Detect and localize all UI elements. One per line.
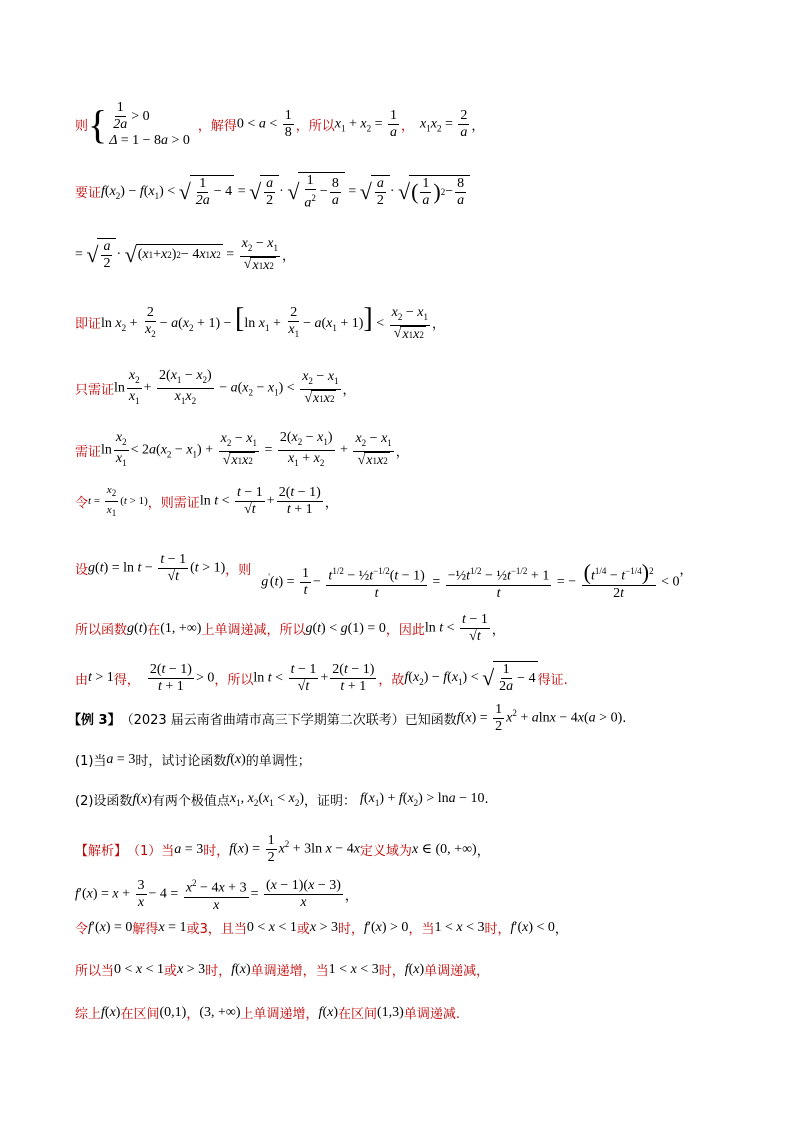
line-condition: 则 { $\frac{1}{2a}$ > 0 Δ = 1 − 8a > 0 ，解得 0 < a < $\frac{1}{8}$ ，所以 $x_1 + x_2$ = $\frac{1}{a}$ ， $x_1x_2$ = $\frac{2}{a}$ ，: [75, 100, 485, 148]
text: 要证: [75, 186, 102, 202]
text: 有两个极值点: [151, 794, 230, 809]
text: 则: [75, 119, 89, 134]
text: 令: [75, 922, 89, 937]
solution-1: 【解析】 （1）当 a = 3 时， f(x) = $\frac{1}{2}$ $x^2 + 3\ln$ x − 4x 定义域为 x ∈ (0, +∞) ，: [75, 833, 490, 865]
text: 或: [296, 922, 310, 937]
text: 或: [164, 964, 178, 979]
text: 所以函数: [75, 623, 128, 638]
text: 定义域为: [359, 844, 412, 859]
text: 在: [147, 623, 161, 638]
text: 得证.: [537, 672, 568, 688]
text: ，证明：: [304, 794, 357, 809]
system-brace: { $\frac{1}{2a}$ > 0 Δ = 1 − 8a > 0: [88, 100, 190, 148]
text: 得，: [113, 672, 140, 688]
line-eq: = √ $\frac{a}{2}$ · √ ( x 1 + x 2 ) 2 − 4 x 1 x 2 = $x_2 - x_1$ √ x 1 x 2 ，: [75, 236, 296, 273]
text: 只需证: [75, 382, 115, 398]
line-need: 只需证 ln $\frac{x_2}{x_1}$ + $\frac{2(x_1 - x_2)}{x_1x_2}$ − $a(x_2 - x_1)$ < $x_2 - x_1$ √ x 1 x 2 ，: [75, 368, 356, 407]
solution-derivative: f′(x) = x + $\frac{3}{x}$ − 4 = $\frac{x^2 - 4x + 3}{x}$ = $\frac{(x - 1)(x - 3)}{x}$ ，: [75, 875, 358, 914]
solution-intervals: 所以当 0 < x < 1 或 x > 3 时， f(x) 单调递增，当 1 < x < 3 时， f(x) 单调递减，: [75, 961, 490, 979]
text: （1）当: [127, 844, 175, 859]
text: 时，: [205, 964, 232, 979]
question-1: (1)当 a = 3 时，试讨论函数 f(x) 的单调性；: [75, 751, 311, 769]
text: 由: [75, 672, 89, 688]
text: (1)当: [75, 754, 107, 769]
text: 所以当: [75, 964, 115, 979]
example-tag: 【例 3】: [68, 713, 121, 728]
text: 即证: [75, 317, 102, 333]
text: ，故: [378, 672, 405, 688]
text: ，所以: [295, 119, 335, 134]
text: ，: [400, 119, 414, 134]
text: ，: [186, 1007, 200, 1022]
text: 或3，且当: [186, 922, 247, 937]
text: 上单调递增，: [240, 1007, 319, 1022]
text: (2)设函数: [75, 794, 133, 809]
text: 需证: [75, 444, 102, 460]
text: ，则需证: [147, 496, 200, 512]
text: 综上: [75, 1007, 102, 1022]
text: 解得: [132, 922, 159, 937]
text: 单调递减，: [424, 964, 490, 979]
line-equiv: 即证 $\ln x_2$ + $\frac{2}{x_2}$ − $a(x_2 + 1) - [\ln$ $x_1$ + $\frac{2}{x_1}$ − $a(x_1 + 1)$] < $x_2 - x_1$ √ x 1 x 2 ，: [75, 303, 446, 342]
line-define-g: 设 g(t) = ln t − $\frac{t - 1}{√t}$ (t > 1) ，则 g'(t) = $\frac{1}{t}$ − $\frac{t^{1/2} - \frac{1}{2}t^{-1/2}(t - 1)}{t}$ = $\frac{-\frac{1}{2}t^{1/2} - \frac{1}{2}t^{-1/2} + 1}{t}$ = − $\frac{(t^{1/4} - t^{-1/4})^2}{2t}$ < 0 ，: [75, 551, 693, 601]
text: 的单调性；: [245, 754, 311, 769]
line-need2: 需证 ln $\frac{x_2}{x_1}$ < $2a(x_2 - x_1)$ + $x_2 - x_1$ √ x 1 x 2 = $\frac{2(x_2 - x_1)}{x_1 + x_2}$ + $x_2 - x_1$ √ x 1 x 2 ，: [75, 430, 409, 469]
text: ，则: [225, 562, 252, 578]
text: 令: [75, 496, 89, 512]
example-3-header: 【例 3】 （2023 届云南省曲靖市高三下学期第二次联考）已知函数 f(x) = $\frac{1}{2}$ $x^2 + alnx - 4x(a > 0)$ .: [68, 702, 627, 734]
text: 单调递减.: [403, 1007, 460, 1022]
text: 在区间: [338, 1007, 378, 1022]
text: 时，试讨论函数: [135, 754, 227, 769]
question-2: (2)设函数 f(x) 有两个极值点 $x_1$, $x_2(x_1 < x_2)$ ，证明： $f(x_1) + f(x_2) > \ln a - 10$ .: [75, 791, 489, 809]
text: 时，: [203, 844, 230, 859]
text: ，因此: [385, 623, 425, 638]
line-to-prove: 要证 $f(x_2) - f(x_1)$ < √ $\frac{1}{2a}$ − 4 = √ $\frac{a}{2}$ · √ $\frac{1}{a^2}$ − $\frac{8}{a}$ = √ $\frac{a}{2}$ · √ ( $\frac{1}{a}$ ) 2 − $\frac{8}{a}$: [75, 172, 470, 212]
solution-roots: 令 f′(x) = 0 解得 x = 1 或3，且当 0 < x < 1 或 x > 3 时， f′(x) > 0 ，当 1 < x < 3 时， f′(x) < 0 ，: [75, 919, 568, 937]
text: 时，: [484, 922, 511, 937]
solution-tag: 【解析】: [75, 844, 128, 859]
solution-summary: 综上 f(x) 在区间 (0,1) ， (3, +∞) 上单调递增， f(x) 在区间 (1,3) 单调递减.: [75, 1004, 460, 1022]
text: 设: [75, 562, 89, 578]
text: ，所以: [214, 672, 254, 688]
text: ，当: [408, 922, 435, 937]
line-let: 令 t = $\frac{x_2}{x_1}$ (t > 1) ，则需证 ln t < $\frac{t - 1}{√t}$ + $\frac{2(t - 1)}{t + 1}$ ，: [75, 484, 338, 519]
text: 时，: [378, 964, 405, 979]
text: 在区间: [120, 1007, 160, 1022]
text: 时，: [338, 922, 365, 937]
text: 上单调递减，所以: [201, 623, 306, 638]
example-source: （2023 届云南省曲靖市高三下学期第二次联考）已知函数: [120, 713, 457, 728]
text: ，解得: [197, 119, 237, 134]
line-monotonic: 所以函数 g(t) 在 (1, +∞) 上单调递减，所以 g(t) < g(1) = 0 ，因此 ln t < $\frac{t - 1}{√t}$ ，: [75, 612, 505, 644]
line-conclusion: 由 t > 1 得， $\frac{2(t - 1)}{t + 1}$ > 0 ，所以 ln t < $\frac{t - 1}{√t}$ + $\frac{2(t - 1)}{t + 1}$ ，故 $f(x_2) - f(x_1)$ < √ $\frac{1}{2a}$ − 4 得证.: [75, 661, 568, 694]
text: 单调递增，当: [250, 964, 329, 979]
